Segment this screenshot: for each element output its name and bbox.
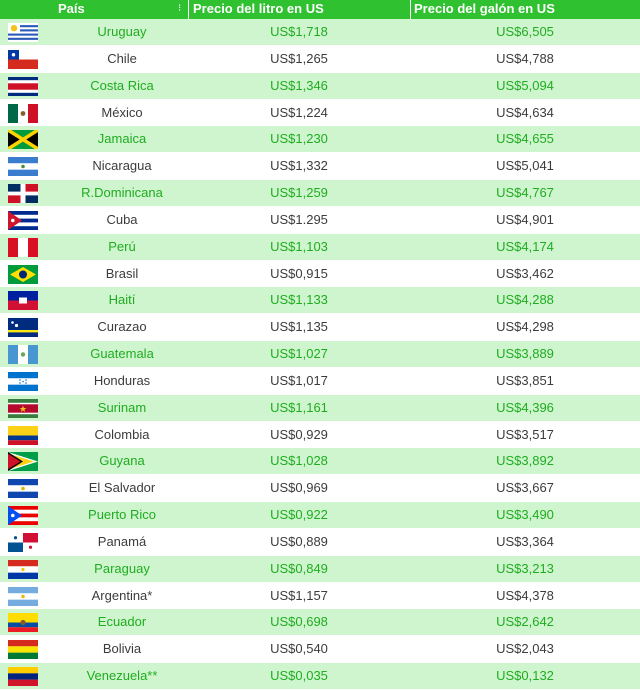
gallon-price-cell: US$4,298: [496, 319, 554, 335]
table-row: [0, 609, 640, 635]
header-divider: [410, 0, 411, 19]
table-row: [0, 368, 640, 394]
curacao-flag-icon: [8, 318, 38, 337]
gallon-price-cell: US$4,174: [496, 238, 554, 254]
header-divider: [188, 0, 189, 19]
country-cell: Venezuela**: [86, 668, 158, 684]
puerto-rico-flag-icon: [8, 506, 38, 525]
table-row: [0, 126, 640, 152]
gallon-price-cell: US$4,901: [496, 211, 554, 227]
country-cell: Guyana: [99, 453, 145, 469]
table-row: [0, 341, 640, 367]
cuba-flag-icon: [8, 211, 38, 230]
table-row: [0, 180, 640, 206]
gallon-price-cell: US$3,889: [496, 346, 554, 362]
argentina-flag-icon: [8, 587, 38, 606]
liter-price-cell: US$1,133: [270, 292, 328, 308]
gallon-price-cell: US$3,667: [496, 480, 554, 496]
gallon-price-cell: US$0,132: [496, 668, 554, 684]
honduras-flag-icon: [8, 372, 38, 391]
gallon-price-cell: US$3,892: [496, 453, 554, 469]
table-row: [0, 234, 640, 260]
country-cell: El Salvador: [88, 480, 156, 496]
gallon-price-cell: US$3,364: [496, 533, 554, 549]
table-row: [0, 100, 640, 126]
country-cell: Paraguay: [94, 560, 150, 576]
table-header: [0, 0, 640, 19]
country-cell: Honduras: [93, 372, 151, 388]
table-row: [0, 207, 640, 233]
chile-flag-icon: [8, 50, 38, 69]
table-row: [0, 502, 640, 528]
liter-price-cell: US$1,230: [270, 131, 328, 147]
table-row: [0, 73, 640, 99]
gallon-price-cell: US$5,041: [496, 158, 554, 174]
country-cell: Nicaragua: [92, 158, 152, 174]
table-row: [0, 583, 640, 609]
haiti-flag-icon: [8, 291, 38, 310]
table-row: [0, 663, 640, 689]
country-cell: Puerto Rico: [88, 507, 156, 523]
gallon-price-cell: US$4,655: [496, 131, 554, 147]
table-row: [0, 46, 640, 72]
country-cell: Haití: [108, 292, 136, 308]
gallon-price-cell: US$4,634: [496, 104, 554, 120]
liter-price-cell: US$1.295: [270, 211, 328, 227]
table-row: [0, 529, 640, 555]
gallon-price-cell: US$3,851: [496, 372, 554, 388]
liter-price-cell: US$1,718: [270, 24, 328, 39]
country-cell: Panamá: [97, 533, 147, 549]
liter-price-cell: US$1,161: [270, 399, 328, 415]
table-row: [0, 556, 640, 582]
gallon-price-cell: US$3,462: [496, 265, 554, 281]
mexico-flag-icon: [8, 104, 38, 123]
liter-price-cell: US$1,259: [270, 185, 328, 201]
gallon-price-cell: US$3,213: [496, 560, 554, 576]
paraguay-flag-icon: [8, 560, 38, 579]
liter-price-cell: US$1,017: [270, 372, 328, 388]
country-cell: México: [101, 104, 143, 120]
liter-price-cell: US$1,346: [270, 77, 328, 93]
liter-price-cell: US$1,157: [270, 587, 328, 603]
peru-flag-icon: [8, 238, 38, 257]
liter-price-cell: US$0,540: [270, 641, 328, 657]
guyana-flag-icon: [8, 452, 38, 471]
liter-price-cell: US$0,915: [270, 265, 328, 281]
gallon-price-cell: US$4,396: [496, 399, 554, 415]
country-cell: Colombia: [94, 426, 150, 442]
liter-price-cell: US$1,028: [270, 453, 328, 469]
jamaica-flag-icon: [8, 130, 38, 149]
table-row: [0, 448, 640, 474]
table-row: [0, 153, 640, 179]
uruguay-flag-icon: [8, 23, 38, 42]
table-row: [0, 422, 640, 448]
country-cell: Curazao: [97, 319, 147, 335]
venezuela-flag-icon: [8, 667, 38, 686]
liter-price-cell: US$0,849: [270, 560, 328, 576]
header-liter-price[interactable]: Precio del litro en US: [193, 1, 324, 16]
gallon-price-cell: US$6,505: [496, 24, 554, 39]
dominican-republic-flag-icon: [8, 184, 38, 203]
table-row: [0, 261, 640, 287]
country-cell: Brasil: [105, 265, 139, 281]
gallon-price-cell: US$4,378: [496, 587, 554, 603]
table-row: [0, 19, 640, 45]
gallon-price-cell: US$3,517: [496, 426, 554, 442]
gallon-price-cell: US$4,288: [496, 292, 554, 308]
liter-price-cell: US$1,265: [270, 50, 328, 66]
table-row: [0, 287, 640, 313]
country-cell: Cuba: [106, 211, 138, 227]
ecuador-flag-icon: [8, 613, 38, 632]
liter-price-cell: US$0,929: [270, 426, 328, 442]
suriname-flag-icon: [8, 399, 38, 418]
liter-price-cell: US$1,135: [270, 319, 328, 335]
gallon-price-cell: US$2,043: [496, 641, 554, 657]
header-country[interactable]: País: [58, 1, 85, 16]
liter-price-cell: US$1,027: [270, 346, 328, 362]
gallon-price-cell: US$2,642: [496, 614, 554, 630]
country-cell: Perú: [108, 238, 136, 254]
nicaragua-flag-icon: [8, 157, 38, 176]
country-cell: Ecuador: [97, 614, 147, 630]
gallon-price-cell: US$3,490: [496, 507, 554, 523]
liter-price-cell: US$1,224: [270, 104, 328, 120]
el-salvador-flag-icon: [8, 479, 38, 498]
country-cell: Guatemala: [90, 346, 154, 362]
country-cell: Bolivia: [102, 641, 142, 657]
country-cell: R.Dominicana: [81, 185, 163, 201]
liter-price-cell: US$0,969: [270, 480, 328, 496]
sort-handle-icon[interactable]: ⁝: [178, 3, 182, 14]
liter-price-cell: US$0,889: [270, 533, 328, 549]
table-row: [0, 395, 640, 421]
gallon-price-cell: US$4,767: [496, 185, 554, 201]
country-cell: Uruguay: [97, 24, 147, 39]
gallon-price-cell: US$5,094: [496, 77, 554, 93]
brazil-flag-icon: [8, 265, 38, 284]
country-cell: Argentina*: [91, 587, 153, 603]
panama-flag-icon: [8, 533, 38, 552]
liter-price-cell: US$0,698: [270, 614, 328, 630]
country-cell: Chile: [107, 50, 137, 66]
bolivia-flag-icon: [8, 640, 38, 659]
gallon-price-cell: US$4,788: [496, 50, 554, 66]
country-cell: Jamaica: [97, 131, 147, 147]
country-cell: Costa Rica: [90, 77, 154, 93]
header-gallon-price[interactable]: Precio del galón en US: [414, 1, 555, 16]
liter-price-cell: US$0,922: [270, 507, 328, 523]
liter-price-cell: US$1,332: [270, 158, 328, 174]
country-cell: Surinam: [97, 399, 147, 415]
table-row: [0, 636, 640, 662]
guatemala-flag-icon: [8, 345, 38, 364]
colombia-flag-icon: [8, 426, 38, 445]
liter-price-cell: US$1,103: [270, 238, 328, 254]
costa-rica-flag-icon: [8, 77, 38, 96]
table-row: [0, 475, 640, 501]
table-row: [0, 314, 640, 340]
liter-price-cell: US$0,035: [270, 668, 328, 684]
